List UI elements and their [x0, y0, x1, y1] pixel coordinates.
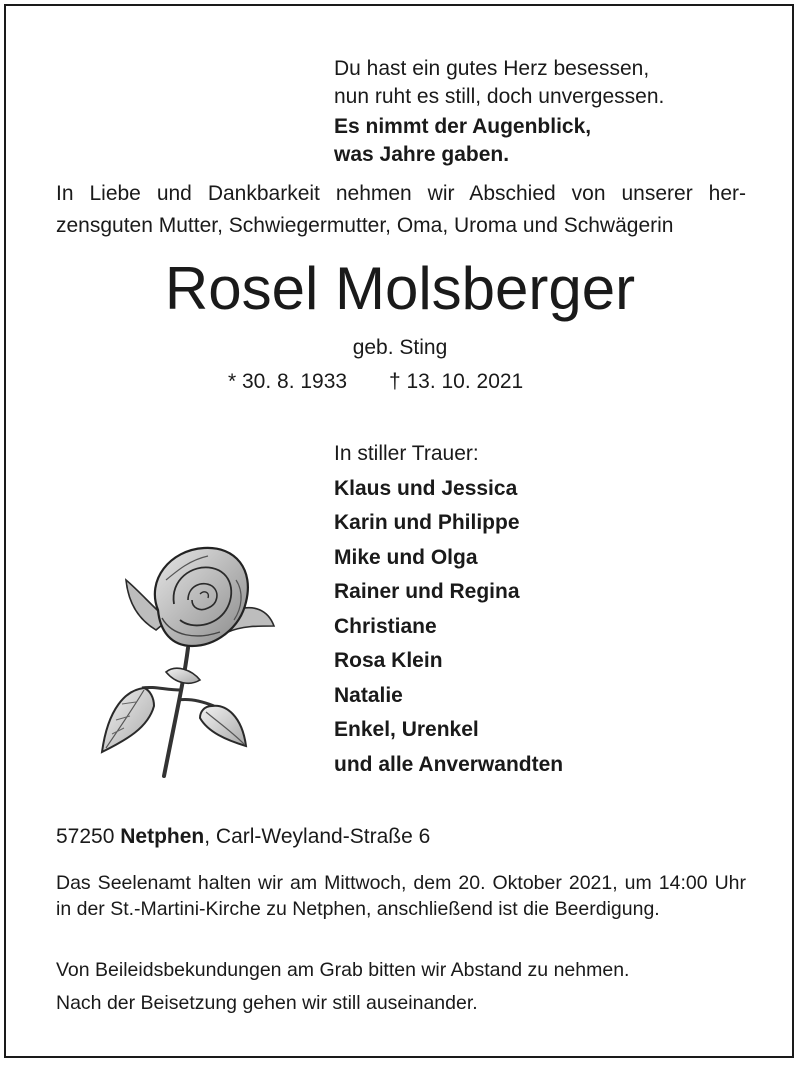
- mourners-list: [334, 437, 563, 782]
- town: Netphen: [120, 825, 205, 848]
- death-date: † 13. 10. 2021: [388, 370, 524, 393]
- mourner-name: Karin und Philippe: [334, 511, 520, 534]
- quote: [334, 113, 591, 169]
- mourner-name: Klaus und Jessica: [334, 476, 518, 500]
- verse-line-2: nun ruht es still, doch unvergessen.: [334, 85, 665, 108]
- birth-date: * 30. 8. 1933: [228, 370, 348, 393]
- mourners-lead: In stiller Trauer:: [334, 442, 479, 465]
- verse-line-1: Du hast ein gutes Herz besessen,: [334, 57, 650, 80]
- condolence-note: Von Beileidsbekundungen am Grab bitten wir Abstand zu nehmen.: [56, 959, 630, 981]
- intro-line-2: zensguten Mutter, Schwiegermutter, Oma, Uroma und Schwägerin: [56, 214, 674, 237]
- verse: [334, 55, 664, 111]
- address: [56, 822, 430, 852]
- intro-text: [56, 178, 746, 242]
- mourner-name: Rosa Klein: [334, 649, 443, 672]
- mourner-name: und alle Anverwandten: [334, 752, 564, 776]
- service-info: Das Seelenamt halten wir am Mittwoch, dem 20. Oktober 2021, um 14:00 Uhr in der St.-Martini-Kirche zu Netphen, anschließend ist die Beerdigung.: [56, 872, 746, 920]
- quote-line-2: was Jahre gaben.: [334, 143, 510, 166]
- intro-line-1: In Liebe und Dankbarkeit nehmen wir Abschied von unserer her-: [56, 182, 746, 205]
- quote-line-1: Es nimmt der Augenblick,: [334, 115, 592, 138]
- deceased-name: Rosel Molsberger: [164, 255, 636, 322]
- burial-note: Nach der Beisetzung gehen wir still auseinander.: [56, 992, 478, 1014]
- life-dates: [228, 367, 523, 397]
- postcode: 57250: [56, 825, 115, 848]
- mourner-name: Mike und Olga: [334, 545, 478, 569]
- mourner-name: Enkel, Urenkel: [334, 718, 479, 741]
- mourner-name: Natalie: [334, 683, 403, 707]
- mourner-name: Christiane: [334, 614, 437, 638]
- maiden-name: geb. Sting: [352, 336, 448, 359]
- mourner-name: Rainer und Regina: [334, 580, 520, 603]
- rose-icon: [96, 540, 276, 780]
- street: , Carl-Weyland-Straße 6: [204, 825, 431, 848]
